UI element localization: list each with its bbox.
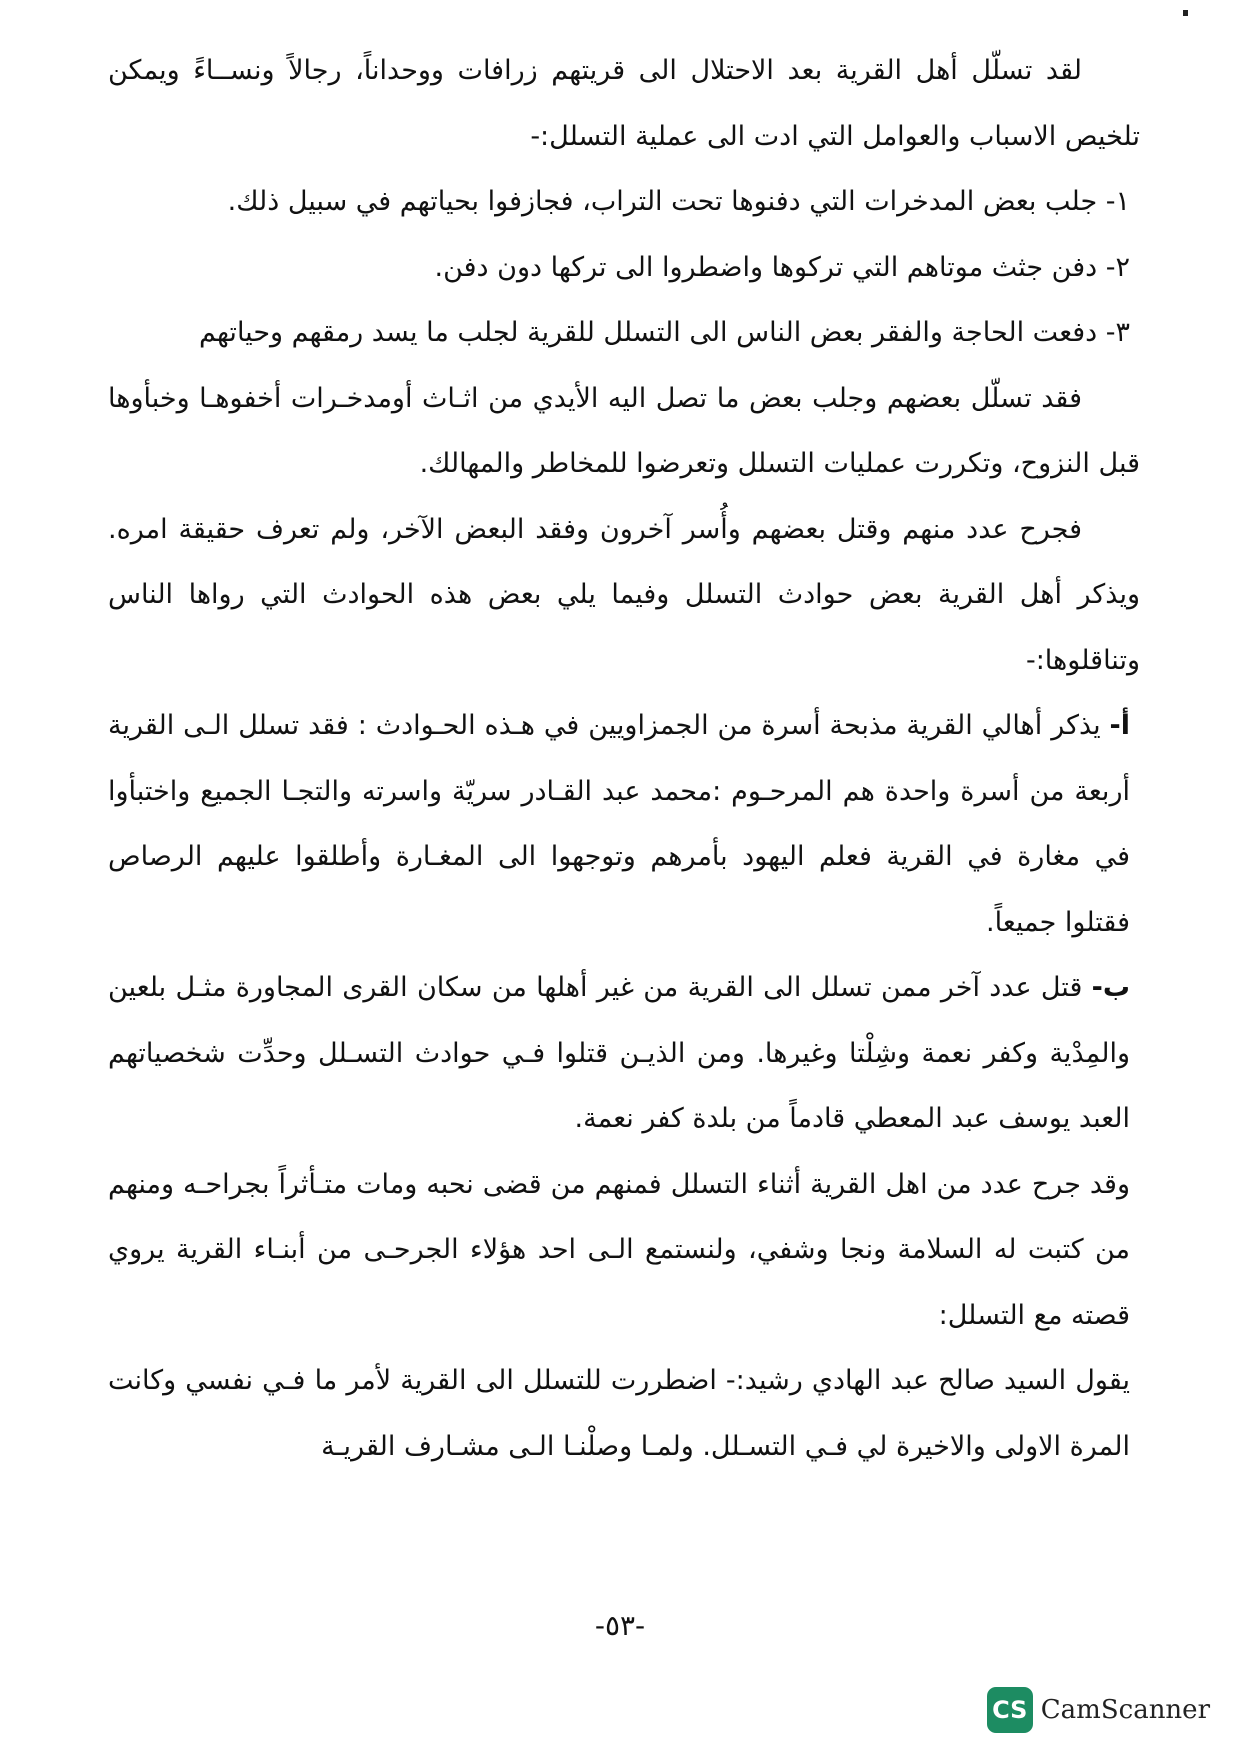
paragraph-intro: لقد تسلّل أهل القرية بعد الاحتلال الى قريتهم زرافات ووحداناً، رجالاً ونســاءً ويمكن تلخيص الاسباب والعوامل التي ادت الى عملية التسلل:-: [108, 55, 1140, 152]
list-item-3-continuation: فقد تسلّل بعضهم وجلب بعض ما تصل اليه الأيدي من اثـاث أومدخـرات أخفوهـا وخبأوها قبل النزوح، وتكررت عمليات التسلل وتعرضوا للمخاطر والمهالك.: [108, 382, 1140, 479]
paragraph-wounded: وقد جرح عدد من اهل القرية أثناء التسلل فمنهم من قضى نحبه ومات متـأثراً بجراحـه ومنهم من كتبت له السلامة ونجا وشفي، ولنستمع الـى احد هؤلاء الجرحـى من أبنـاء القرية يروي قصته مع التسلل:: [108, 1168, 1130, 1331]
list-item-3: ٣- دفعت الحاجة والفقر بعض الناس الى التسلل للقرية لجلب ما يسد رمقهم وحياتهم: [199, 317, 1130, 348]
body-text: [108, 38, 1140, 1479]
camscanner-logo-icon: CS: [987, 1687, 1033, 1733]
list-item-2: ٢- دفن جثث موتاهم التي تركوها واضطروا الى تركها دون دفن.: [434, 251, 1130, 283]
scan-speck: [1183, 10, 1188, 16]
incident-a-letter: أ-: [1109, 710, 1130, 741]
incident-a: [108, 693, 1140, 955]
paragraph-incidents: فجرح عدد منهم وقتل بعضهم وأُسر آخرون وفقد البعض الآخر، ولم تعرف حقيقة امره. ويذكر أهل القرية بعض حوادث التسلل وفيما يلي بعض هذه الحوادث التي رواها الناس وتناقلوها:-: [108, 513, 1140, 676]
incident-a-text: يذكر أهالي القرية مذبحة أسرة من الجمزاويين في هـذه الحـوادث : فقد تسلل الـى القرية أربعة من أسرة واحدة هم المرحـوم :محمد عبد القـادر سريّة واسرته والتجـا الجميع واختبأوا في مغارة في القرية فعلم اليهود بأمرهم وتوجهوا الى المغـارة وأطلقوا عليهم الرصاص فقتلوا جميعاً.: [108, 710, 1130, 938]
incident-b: [108, 955, 1140, 1152]
incident-b-letter: ب-: [1091, 972, 1130, 1003]
page-number: -٥٣-: [594, 1609, 646, 1642]
camscanner-brand: CamScanner: [1040, 1695, 1210, 1725]
camscanner-watermark: [987, 1687, 1210, 1733]
paragraph-testimony: يقول السيد صالح عبد الهادي رشيد:- اضطررت للتسلل الى القرية لأمر ما فـي نفسي وكانت المرة الاولى والاخيرة لي فـي التسـلل. ولمـا وصلْنـا الـى مشـارف القريـة: [108, 1365, 1130, 1462]
list-item-1: ١- جلب بعض المدخرات التي دفنوها تحت التراب، فجازفوا بحياتهم في سبيل ذلك.: [227, 186, 1130, 217]
incident-b-text: قتل عدد آخر ممن تسلل الى القرية من غير أهلها من سكان القرى المجاورة مثـل بلعين والمِدْية وكفر نعمة وشِلْتا وغيرها. ومن الذيـن قتلوا فـي حوادث التسـلل وحدِّت شخصياتهم العبد يوسف عبد المعطي قادماً من بلدة كفر نعمة.: [108, 972, 1130, 1134]
